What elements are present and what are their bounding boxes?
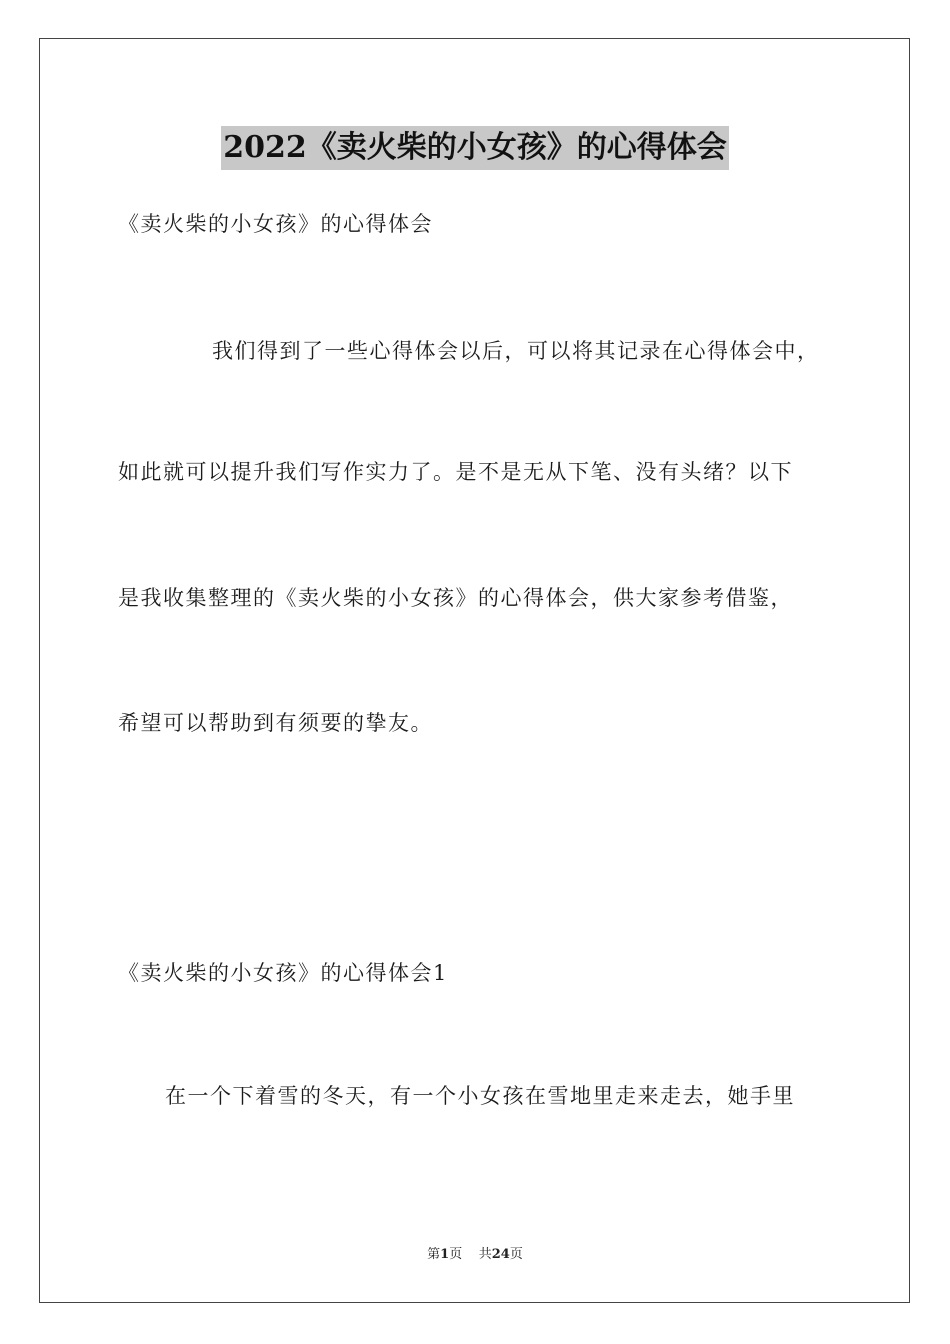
intro-paragraph-line-2: 如此就可以提升我们写作实力了。是不是无从下笔、没有头绪？以下 <box>118 460 793 484</box>
section-heading: 《卖火柴的小女孩》的心得体会1 <box>118 961 448 985</box>
intro-paragraph-line-4: 希望可以帮助到有须要的挚友。 <box>118 711 433 735</box>
section-paragraph-line-1: 在一个下着雪的冬天，有一个小女孩在雪地里走来走去，她手里 <box>165 1084 795 1108</box>
page-current-number: 1 <box>440 1247 450 1262</box>
total-label-prefix: 共 <box>478 1247 492 1262</box>
document-title: 2022《卖火柴的小女孩》的心得体会 <box>221 126 729 170</box>
page-total-number: 24 <box>491 1247 510 1262</box>
page-label-prefix: 第 <box>427 1247 441 1262</box>
document-subtitle: 《卖火柴的小女孩》的心得体会 <box>118 212 433 236</box>
page-footer <box>0 1246 950 1264</box>
intro-paragraph-line-1: 我们得到了一些心得体会以后，可以将其记录在心得体会中， <box>212 339 820 363</box>
total-label-suffix: 页 <box>509 1247 523 1262</box>
title-container <box>0 126 950 170</box>
page-label-suffix: 页 <box>449 1247 463 1262</box>
intro-paragraph-line-3: 是我收集整理的《卖火柴的小女孩》的心得体会，供大家参考借鉴， <box>118 586 793 610</box>
